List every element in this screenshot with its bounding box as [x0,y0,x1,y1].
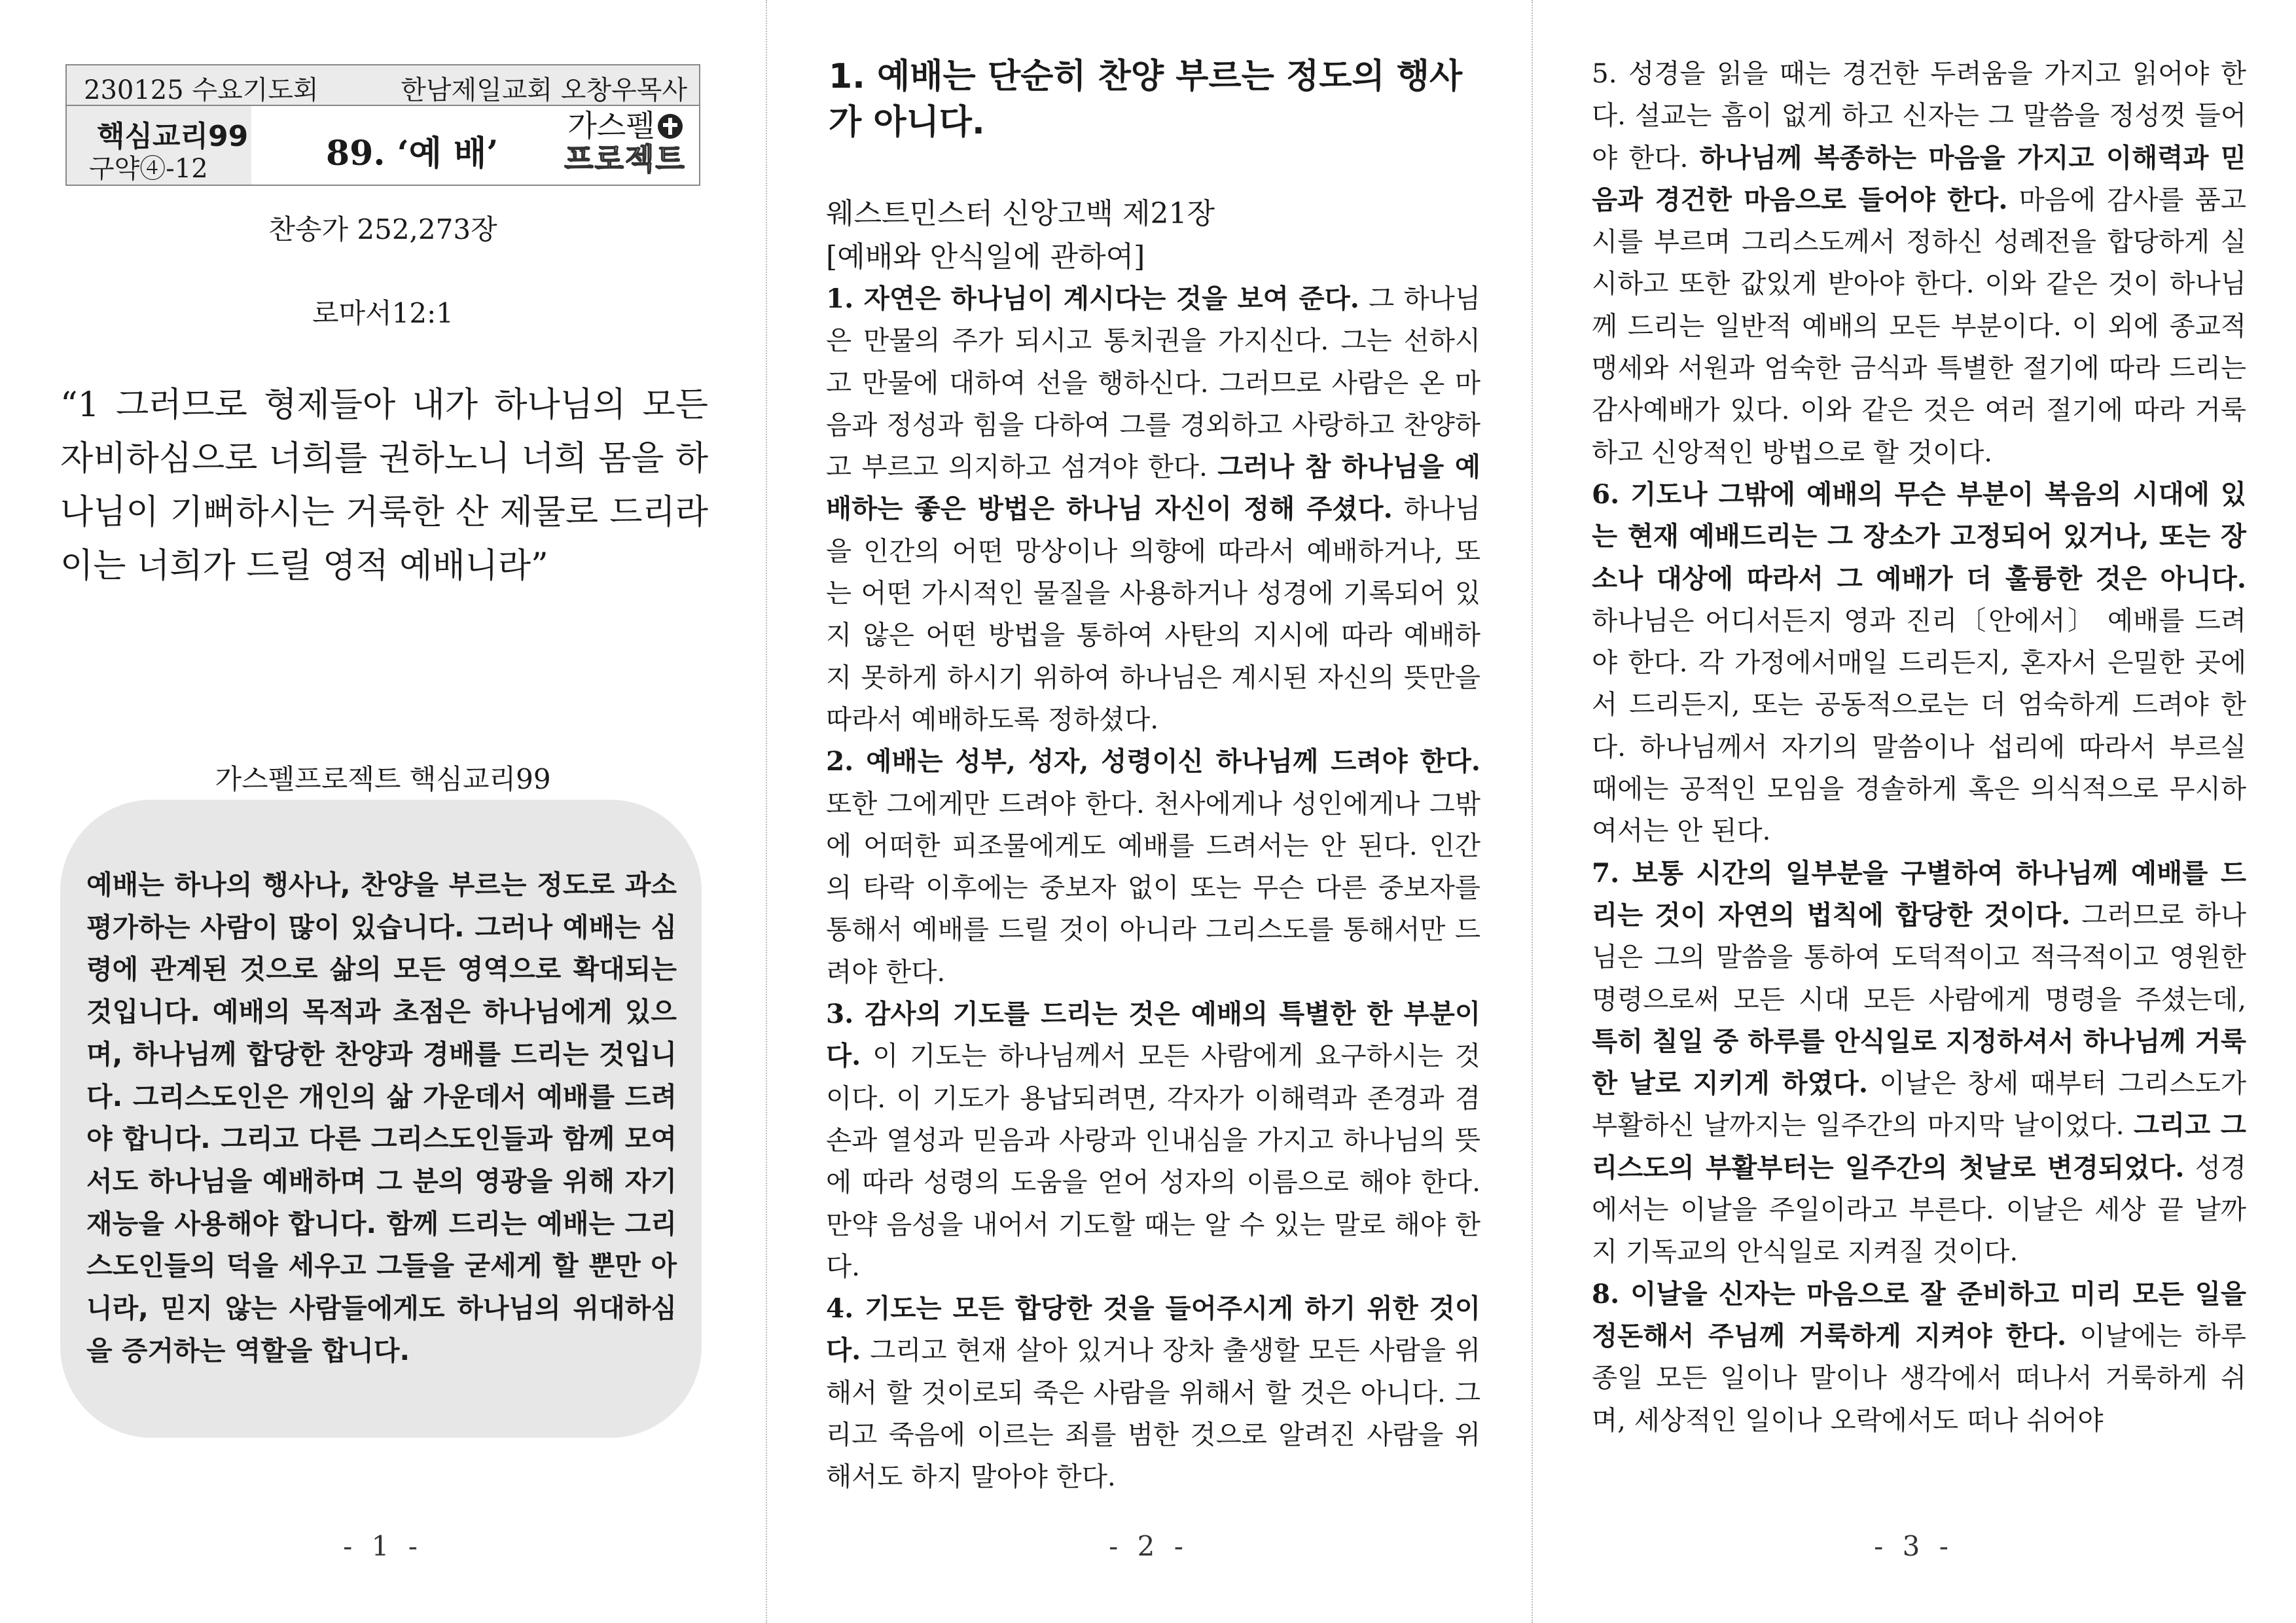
article-3: 3. 감사의 기도를 드리는 것은 예배의 특별한 한 부분이다. 이 기도는 하나님께서 모든 사람에게 요구하시는 것이다. 이 기도가 용납되려면, 각자가 이해력과 존경과 겸손과 열성과 믿음과 사랑과 인내심을 가지고 하나님의 뜻에 따라 성령의 도움을 얻어 성자의 이름으로 해야 한다. 만약 음성을 내어서 기도할 때는 알 수 있는 말로 해야 한다. [826,998,1480,1282]
lesson-title: 89. ‘예 배’ [326,134,499,173]
body-column [826,277,1480,1498]
page-number: - 2 - [1109,1530,1189,1562]
gospel-project-logo [564,109,686,175]
page-1 [0,0,766,1623]
cross-icon [658,114,683,139]
page-number: - 1 - [343,1530,423,1562]
article-6: 6. 기도나 그밖에 예배의 무슨 부분이 복음의 시대에 있는 현재 예배드리는 그 장소가 고정되어 있거나, 또는 장소나 대상에 따라서 그 예배가 더 훌륭한 것은 아니다. 하나님은 어디서든지 영과 진리〔안에서〕 예배를 드려야 한다. 각 가정에서매일 드리든지, 혼자서 은밀한 곳에서 드리든지, 또는 공동적으로는 더 엄숙하게 드려야 한다. 하나님께서 자기의 말씀이나 섭리에 따라서 부르실 때에는 공적인 모임을 경솔하게 혹은 의식적으로 무시하여서는 안 된다. [1592,478,2246,847]
scripture-ref: 로마서12:1 [312,297,454,329]
logo-line1: 가스펠 [567,108,655,143]
chapter-title: [예배와 안식일에 관하여] [826,240,1145,274]
page-3 [1532,0,2296,1623]
service-date: 230125 수요기도회 [84,75,319,105]
series-cell [67,106,251,185]
box-caption: 가스펠프로젝트 핵심교리99 [215,763,551,795]
article-8: 8. 이날을 신자는 마음으로 잘 준비하고 미리 모든 일을 정돈해서 주님께 거룩하게 지켜야 한다. 이날에는 하루 종일 모든 일이나 말이나 생각에서 떠나서 거룩하게 쉬며, 세상적인 일이나 오락에서도 떠나 쉬어야 [1592,1277,2246,1436]
series-section: 구약④-12 [89,154,208,184]
article-1: 1. 자연은 하나님이 계시다는 것을 보여 준다. 그 하나님은 만물의 주가 되시고 통치권을 가지신다. 그는 선하시고 만물에 대하여 선을 행하신다. 그러므로 사람은 온 마음과 정성과 힘을 다하여 그를 경외하고 사랑하고 찬양하고 부르고 의지하고 섬겨야 한다. 그러나 참 하나님을 예배하는 좋은 방법은 하나님 자신이 정해 주셨다. 하나님을 인간의 어떤 망상이나 의향에 따라서 예배하거나, 또는 어떤 가시적인 물질을 사용하거나 성경에 기록되어 있지 않은 어떤 방법을 통하여 사탄의 지시에 따라 예배하지 못하게 하시기 위하여 하나님은 계시된 자신의 뜻만을 따라서 예배하도록 정하셨다. [826,283,1480,735]
confession-title: 웨스트민스터 신앙고백 제21장 [826,197,1215,230]
page-2 [766,0,1532,1623]
body-column [1592,52,2246,1441]
bulletin-header [65,64,700,186]
hymns: 찬송가 252,273장 [268,213,497,245]
article-2: 2. 예배는 성부, 성자, 성령이신 하나님께 드려야 한다. 또한 그에게만 드려야 한다. 천사에게나 성인에게나 그밖에 어떠한 피조물에게도 예배를 드려서는 안 된다. 인간의 타락 이후에는 중보자 없이 또는 무슨 다른 중보자를 통해서 예배를 드릴 것이 아니라 그리스도를 통해서만 드려야 한다. [826,745,1480,988]
article-7: 7. 보통 시간의 일부분을 구별하여 하나님께 예배를 드리는 것이 자연의 법칙에 합당한 것이다. 그러므로 하나님은 그의 말씀을 통하여 도덕적이고 적극적이고 영원한 명령으로써 모든 시대 모든 사람에게 명령을 주셨는데, 특히 칠일 중 하루를 안식일로 지정하셔서 하나님께 거룩한 날로 지키게 하였다. 이날은 창세 때부터 그리스도가 부활하신 날까지는 일주간의 마지막 날이었다. 그리고 그리스도의 부활부터는 일주간의 첫날로 변경되었다. 성경에서는 이날을 주일이라고 부른다. 이날은 세상 끝 날까지 기독교의 안식일로 지켜질 것이다. [1592,857,2246,1268]
article-5: 5. 성경을 읽을 때는 경건한 두려움을 가지고 읽어야 한다. 설교는 흠이 없게 하고 신자는 그 말씀을 정성껏 들어야 한다. 하나님께 복종하는 마음을 가지고 이해력과 믿음과 경건한 마음으로 들어야 한다. 마음에 감사를 품고 시를 부르며 그리스도께서 정하신 성례전을 합당하게 실시하고 또한 값있게 받아야 한다. 이와 같은 것이 하나님께 드리는 일반적 예배의 모든 부분이다. 이 외에 종교적 맹세와 서원과 엄숙한 금식과 특별한 절기에 따라 드리는 감사예배가 있다. 이와 같은 것은 여러 절기에 따라 거룩하고 신앙적인 방법으로 할 것이다. [1592,58,2246,468]
logo-line2: 프로젝트 [564,141,686,177]
summary-box [60,800,702,1438]
page-number: - 3 - [1874,1530,1954,1562]
series-name: 핵심교리99 [97,120,249,153]
article-4: 4. 기도는 모든 합당한 것을 들어주시게 하기 위한 것이다. 그리고 현재 살아 있거나 장차 출생할 모든 사람을 위해서 할 것이로되 죽은 사람을 위해서 할 것은 아니다. 그리고 죽음에 이르는 죄를 범한 것으로 알려진 사람을 위해서도 하지 말아야 한다. [826,1293,1480,1493]
church-pastor: 한남제일교회 오창우목사 [401,75,687,105]
scripture-verse: “1 그러므로 형제들아 내가 하나님의 모든 자비하심으로 너희를 권하노니 너희 몸을 하나님이 기뻐하시는 거룩한 산 제물로 드리라 이는 너희가 드릴 영적 예배니라” [60,385,708,586]
section-heading: 1. 예배는 단순히 찬양 부르는 정도의 행사가 아니다. [829,57,1463,142]
header-top-row [67,65,699,106]
summary-text: 예배는 하나의 행사나, 찬양을 부르는 정도로 과소평가하는 사람이 많이 있습니다. 그러나 예배는 심령에 관계된 것으로 삶의 모든 영역으로 확대되는 것입니다. 예배의 목적과 초점은 하나님에게 있으며, 하나님께 합당한 찬양과 경배를 드리는 것입니다. 그리스도인은 개인의 삶 가운데서 예배를 드려야 합니다. 그리고 다른 그리스도인들과 함께 모여서도 하나님을 예배하며 그 분의 영광을 위해 자기 재능을 사용해야 합니다. 함께 드리는 예배는 그리스도인들의 덕을 세우고 그들을 굳세게 할 뿐만 아니라, 믿지 않는 사람들에게도 하나님의 위대하심을 증거하는 역할을 합니다. [86,869,677,1366]
